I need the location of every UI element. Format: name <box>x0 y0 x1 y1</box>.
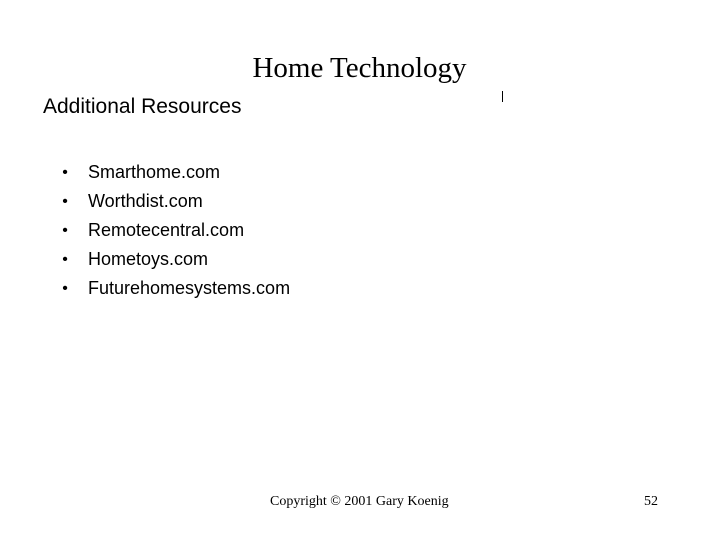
resource-link-text: Futurehomesystems.com <box>88 278 291 298</box>
resource-link-text: Smarthome.com <box>88 162 221 182</box>
resource-link-text: Remotecentral.com <box>88 220 245 240</box>
bullet-icon: • <box>62 193 68 210</box>
bullet-icon: • <box>62 222 68 239</box>
resource-link-text: Hometoys.com <box>88 249 209 269</box>
bullet-icon: • <box>62 280 68 297</box>
slide-subtitle: Additional Resources <box>43 95 242 118</box>
slide-title: Home Technology <box>252 52 467 84</box>
text-cursor-mark <box>502 91 503 102</box>
bullet-icon: • <box>62 251 68 268</box>
resource-link-text: Worthdist.com <box>88 191 203 211</box>
bullet-icon: • <box>62 164 68 181</box>
copyright-footer: Copyright © 2001 Gary Koenig <box>270 494 449 509</box>
slide-number: 52 <box>644 494 658 509</box>
